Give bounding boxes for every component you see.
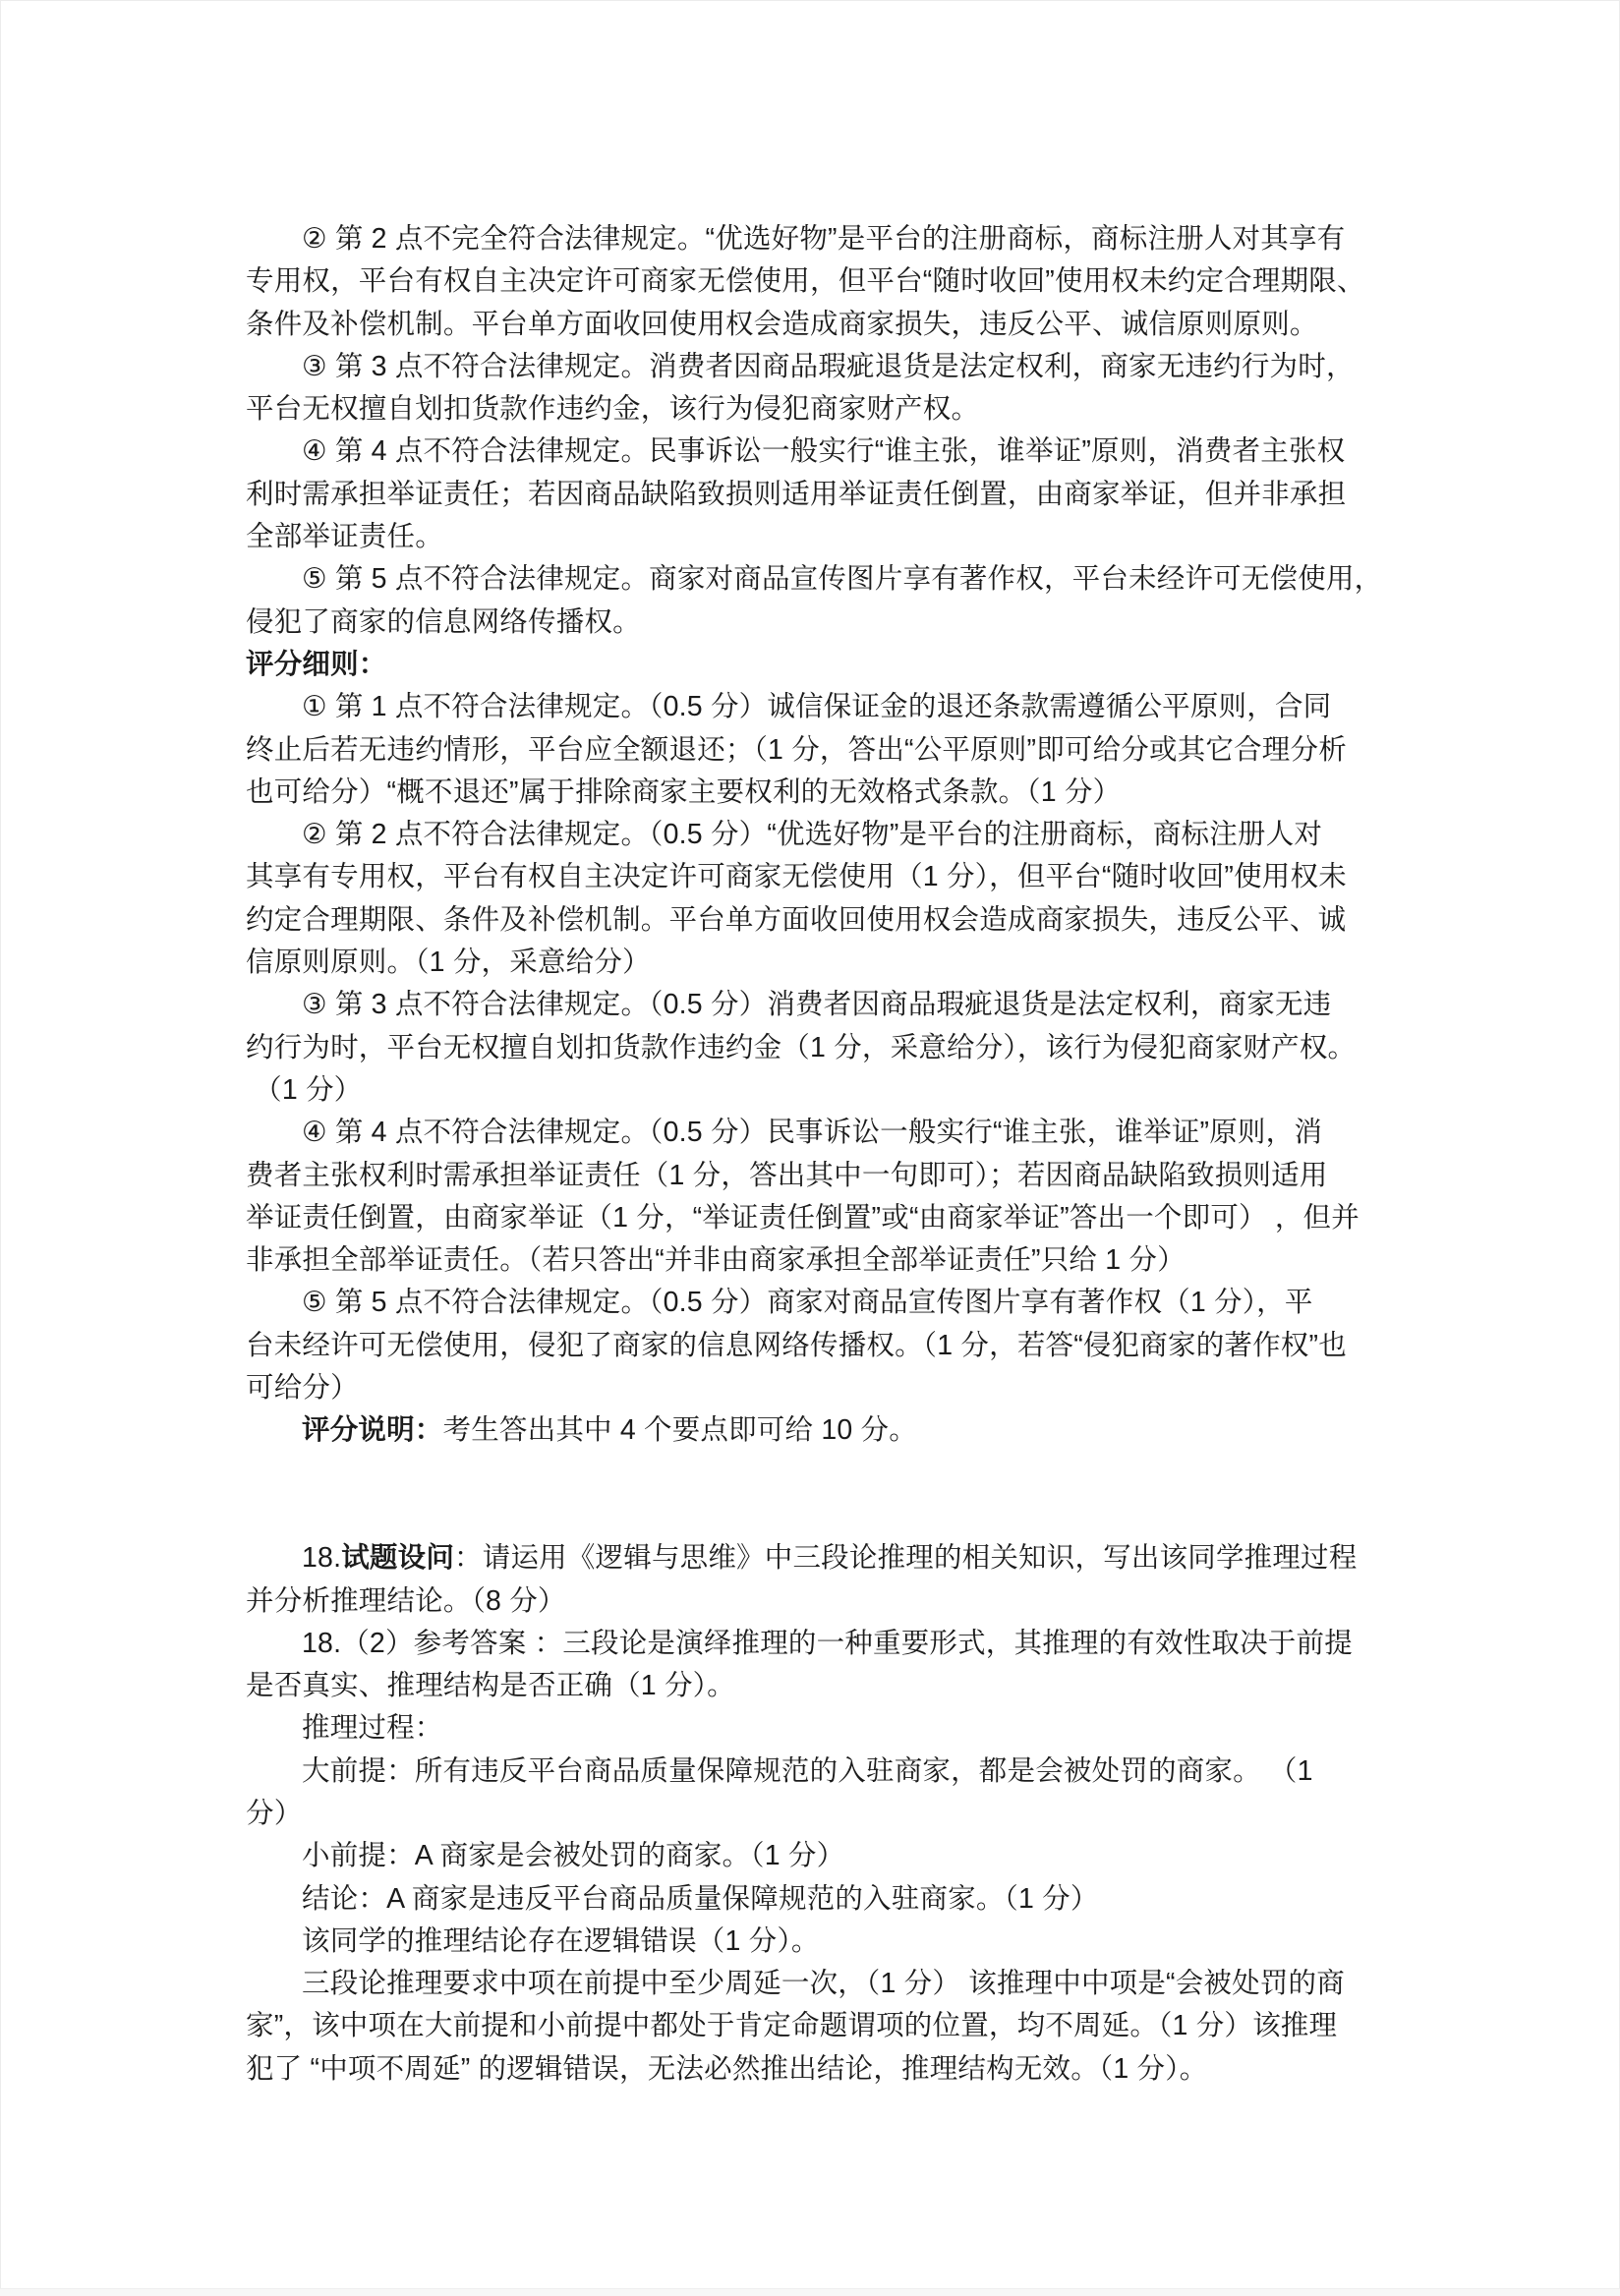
text-run: 约定合理期限、条件及补偿机制。平台单方面收回使用权会造成商家损失，违反公平、诚 <box>246 903 1347 936</box>
text-run: ⑤ 第 5 点不符合法律规定。（0.5 分）商家对商品宣传图片享有著作权（1 分），平 <box>302 1287 1313 1319</box>
text-line <box>246 1751 1411 1793</box>
text-line <box>246 346 1411 388</box>
text-line <box>246 1155 1411 1197</box>
text-line <box>246 602 1411 644</box>
text-run: 举证责任倒置，由商家举证（1 分，“举证责任倒置”或“由商家举证”答出一个即可） ，但并 <box>246 1201 1360 1234</box>
text-run: 终止后若无违约情形，平台应全额退还；（1 分，答出“公平原则”即可给分或其它合理分析 <box>246 733 1347 766</box>
text-run: 条件及补偿机制。平台单方面收回使用权会造成商家损失，违反公平、诚信原则原则。 <box>246 308 1318 340</box>
text-line <box>246 1112 1411 1154</box>
text-line <box>246 1707 1411 1750</box>
text-run: 18. <box>302 1542 342 1575</box>
text-run: 非承担全部举证责任。（若只答出“并非由商家承担全部举证责任”只给 1 分） <box>246 1244 1186 1277</box>
text-run: ③ 第 3 点不符合法律规定。消费者因商品瑕疵退货是法定权利，商家无违约行为时， <box>302 350 1355 382</box>
text-run: 利时需承担举证责任；若因商品缺陷致损则适用举证责任倒置，由商家举证，但并非承担 <box>246 478 1347 510</box>
text-line <box>246 729 1411 772</box>
text-run-bold: 评分说明： <box>302 1414 443 1447</box>
text-run: ：请运用《逻辑与思维》中三段论推理的相关知识，写出该同学推理过程 <box>454 1542 1358 1575</box>
text-line <box>246 772 1411 814</box>
text-line <box>246 516 1411 558</box>
text-line <box>246 1495 1411 1537</box>
text-line <box>246 474 1411 516</box>
text-run: 其享有专用权，平台有权自主决定许可商家无偿使用（1 分），但平台“随时收回”使用权未 <box>246 861 1347 893</box>
text-line <box>246 1069 1411 1112</box>
text-run: 费者主张权利时需承担举证责任（1 分，答出其中一句即可）；若因商品缺陷致损则适用 <box>246 1159 1328 1191</box>
text-line <box>246 1027 1411 1069</box>
text-run: （1 分） <box>246 1073 363 1106</box>
text-run: 三段论推理要求中项在前提中至少周延一次，（1 分） 该推理中中项是“会被处罚的商 <box>302 1968 1345 2000</box>
text-line <box>246 2005 1411 2047</box>
text-run: ④ 第 4 点不符合法律规定。民事诉讼一般实行“谁主张，谁举证”原则，消费者主张权 <box>302 435 1346 468</box>
text-line <box>246 1239 1411 1282</box>
text-line <box>246 1963 1411 2005</box>
text-run: 并分析推理结论。（8 分） <box>246 1584 566 1617</box>
document-text-block <box>246 218 1411 2091</box>
text-run: ⑤ 第 5 点不符合法律规定。商家对商品宣传图片享有著作权，平台未经许可无偿使用， <box>302 563 1383 596</box>
text-line <box>246 1665 1411 1707</box>
text-run: 也可给分）“概不退还”属于排除商家主要权利的无效格式条款。（1 分） <box>246 775 1122 808</box>
text-line <box>246 1623 1411 1665</box>
text-line <box>246 1878 1411 1921</box>
text-run: 18.（2）参考答案 ：三段论是演绎推理的一种重要形式，其推理的有效性取决于前提 <box>302 1627 1353 1659</box>
page-bottom-edge <box>0 2288 1620 2296</box>
text-run: ① 第 1 点不符合法律规定。（0.5 分）诚信保证金的退还条款需遵循公平原则，合同 <box>302 691 1332 723</box>
text-line <box>246 686 1411 728</box>
text-run: 考生答出其中 4 个要点即可给 10 分。 <box>442 1414 917 1447</box>
text-line <box>246 1197 1411 1239</box>
text-line <box>246 1409 1411 1452</box>
text-line <box>246 984 1411 1026</box>
text-run: 台未经许可无偿使用，侵犯了商家的信息网络传播权。（1 分，若答“侵犯商家的著作权”也 <box>246 1329 1347 1361</box>
text-line <box>246 2048 1411 2091</box>
text-line <box>246 1793 1411 1835</box>
text-run: ④ 第 4 点不符合法律规定。（0.5 分）民事诉讼一般实行“谁主张，谁举证”原则，消 <box>302 1117 1323 1149</box>
text-line <box>246 899 1411 942</box>
text-run: 可给分） <box>246 1372 359 1405</box>
text-run: 约行为时，平台无权擅自划扣货款作违约金（1 分，采意给分），该行为侵犯商家财产权。 <box>246 1031 1357 1063</box>
text-line <box>246 942 1411 984</box>
text-run: ③ 第 3 点不符合法律规定。（0.5 分）消费者因商品瑕疵退货是法定权利，商家无违 <box>302 989 1332 1021</box>
text-run-bold: 试题设问 <box>341 1542 455 1575</box>
text-run: ② 第 2 点不完全符合法律规定。“优选好物”是平台的注册商标，商标注册人对其享有 <box>302 223 1346 255</box>
text-run: 信原则原则。（1 分，采意给分） <box>246 947 651 979</box>
text-run-bold: 评分细则： <box>246 648 387 680</box>
text-line <box>246 1282 1411 1324</box>
text-line <box>246 1453 1411 1495</box>
text-run: 犯了 “中项不周延” 的逻辑错误，无法必然推出结论，推理结构无效。（1 分）。 <box>246 2052 1208 2085</box>
text-run: 家”，该中项在大前提和小前提中都处于肯定命题谓项的位置，均不周延。（1 分）该推理 <box>246 2010 1338 2042</box>
text-line <box>246 1325 1411 1367</box>
text-line <box>246 814 1411 856</box>
text-run: 推理过程： <box>302 1712 443 1745</box>
text-line <box>246 1835 1411 1877</box>
text-run: 大前提：所有违反平台商品质量保障规范的入驻商家，都是会被处罚的商家。 （1 <box>302 1754 1313 1787</box>
text-run: 是否真实、推理结构是否正确（1 分）。 <box>246 1670 735 1702</box>
text-line <box>246 558 1411 601</box>
text-line <box>246 260 1411 303</box>
text-run: 小前提：A 商家是会被处罚的商家。（1 分） <box>302 1840 845 1872</box>
text-line <box>246 1537 1411 1579</box>
text-line <box>246 1921 1411 1963</box>
text-run: 平台无权擅自划扣货款作违约金，该行为侵犯商家财产权。 <box>246 393 980 426</box>
text-run: 分） <box>246 1797 303 1829</box>
text-line <box>246 1367 1411 1409</box>
text-line <box>246 1580 1411 1623</box>
text-run: 该同学的推理结论存在逻辑错误（1 分）。 <box>302 1924 820 1957</box>
text-run: ② 第 2 点不符合法律规定。（0.5 分）“优选好物”是平台的注册商标，商标注册人对 <box>302 819 1323 851</box>
text-line <box>246 430 1411 473</box>
text-run: 全部举证责任。 <box>246 521 443 553</box>
text-line <box>246 644 1411 686</box>
text-line <box>246 304 1411 346</box>
text-line <box>246 388 1411 430</box>
text-line <box>246 856 1411 898</box>
text-run: 专用权，平台有权自主决定许可商家无偿使用，但平台“随时收回”使用权未约定合理期限、 <box>246 265 1365 298</box>
text-run: 侵犯了商家的信息网络传播权。 <box>246 605 641 638</box>
text-line <box>246 218 1411 260</box>
text-run: 结论：A 商家是违反平台商品质量保障规范的入驻商家。（1 分） <box>302 1882 1099 1915</box>
